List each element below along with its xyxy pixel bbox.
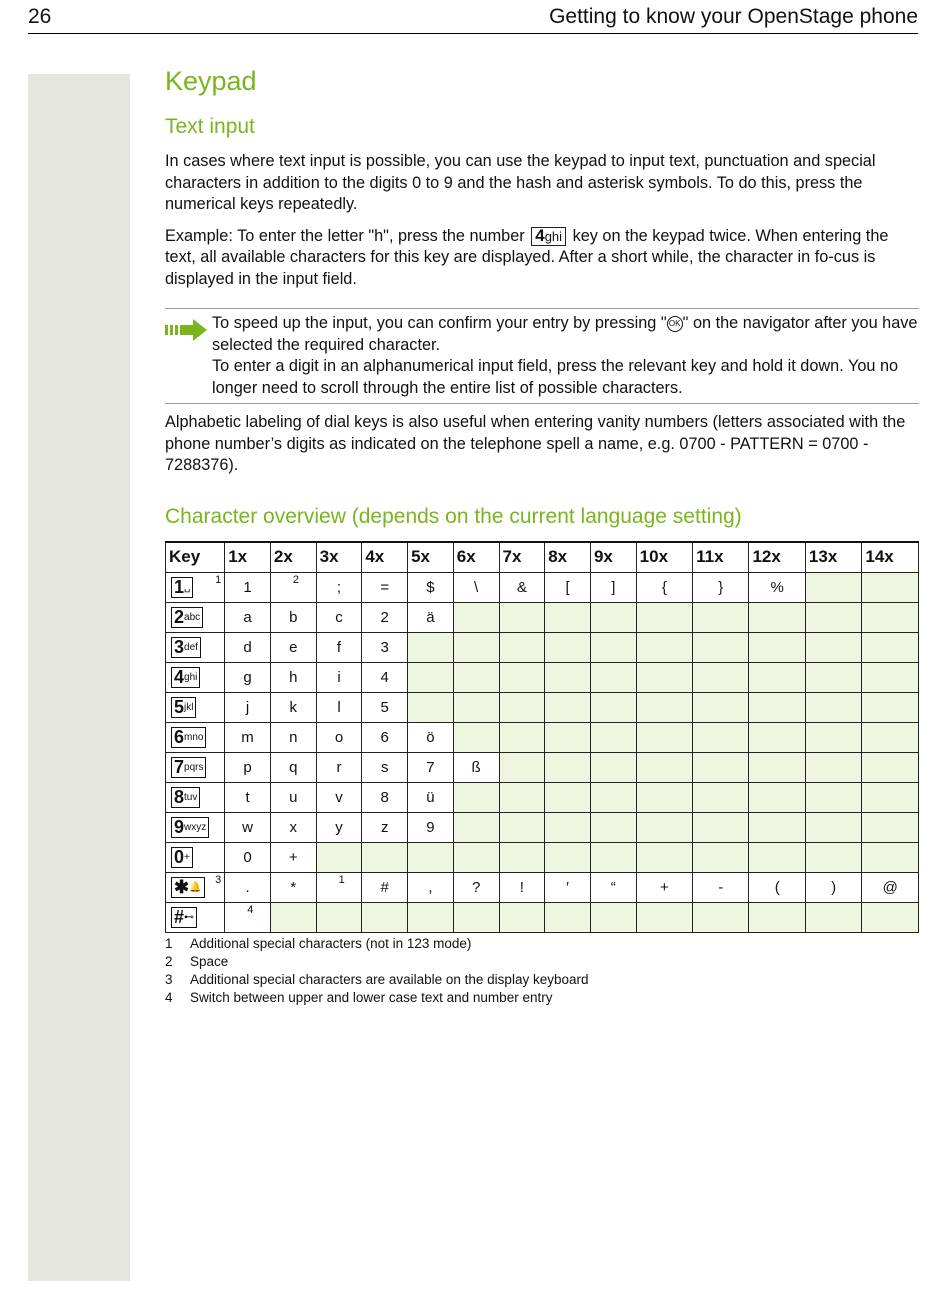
table-cell <box>749 752 805 782</box>
overview-title: Character overview (depends on the current language setting) <box>165 504 742 528</box>
table-cell <box>749 812 805 842</box>
table-cell <box>453 662 499 692</box>
table-header-cell: 6x <box>453 542 499 573</box>
table-cell <box>805 632 861 662</box>
table-cell <box>499 902 545 932</box>
table-cell <box>499 782 545 812</box>
table-header-cell: Key <box>166 542 225 573</box>
table-cell <box>862 752 919 782</box>
table-cell <box>362 902 408 932</box>
table-cell <box>805 692 861 722</box>
key-5-icon: 5jkl <box>171 697 196 718</box>
table-cell <box>545 842 591 872</box>
table-cell: @ <box>862 872 919 902</box>
table-cell <box>862 782 919 812</box>
table-cell: b <box>270 602 316 632</box>
table-cell: * <box>270 872 316 902</box>
table-cell <box>862 662 919 692</box>
table-cell: 5 <box>362 692 408 722</box>
paragraph-vanity: Alphabetic labeling of dial keys is also useful when entering vanity numbers (letters associated with the phone number’s digits as indicated on the telephone spell a name, e.g. 0700 - PATTERN = 0700 - 7288376). <box>165 413 906 474</box>
footnote-marker: 4 <box>247 903 254 916</box>
table-cell <box>749 722 805 752</box>
table-header-cell: 11x <box>693 542 749 573</box>
table-cell: “ <box>590 872 636 902</box>
table-cell: , <box>408 872 454 902</box>
table-cell: r <box>316 752 362 782</box>
table-row <box>166 782 919 812</box>
table-cell <box>749 602 805 632</box>
table-cell <box>862 722 919 752</box>
table-cell <box>499 752 545 782</box>
table-cell <box>636 692 692 722</box>
tip-text-1: To speed up the input, you can confirm your entry by pressing " OK " on the navigator after you have selected the required character. <box>212 314 918 354</box>
key-cell <box>166 842 225 872</box>
table-cell <box>636 782 692 812</box>
table-cell: e <box>270 632 316 662</box>
key-3-icon: 3def <box>171 637 201 658</box>
table-cell <box>862 602 919 632</box>
table-row <box>166 902 919 932</box>
table-cell: x <box>270 812 316 842</box>
table-cell <box>453 842 499 872</box>
running-header: Getting to know your OpenStage phone <box>549 5 918 28</box>
key-cell <box>166 902 225 932</box>
footnote-marker: 1 <box>338 873 345 886</box>
table-cell: + <box>636 872 692 902</box>
table-cell <box>225 902 271 932</box>
footnote-item <box>165 989 919 1007</box>
table-cell <box>453 722 499 752</box>
footnote-text: Space <box>190 953 229 969</box>
table-cell <box>862 842 919 872</box>
table-cell: j <box>225 692 271 722</box>
table-cell: w <box>225 812 271 842</box>
table-cell <box>590 782 636 812</box>
table-cell <box>749 662 805 692</box>
footnote-text: Additional special characters (not in 123 mode) <box>190 935 472 951</box>
table-cell <box>499 632 545 662</box>
table-cell <box>499 602 545 632</box>
table-cell: ? <box>453 872 499 902</box>
table-row <box>166 632 919 662</box>
table-cell <box>636 902 692 932</box>
table-cell: . <box>225 872 271 902</box>
table-header-cell: 10x <box>636 542 692 573</box>
table-row <box>166 872 919 902</box>
table-cell: h <box>270 662 316 692</box>
table-cell: ] <box>590 572 636 602</box>
table-cell <box>749 692 805 722</box>
table-cell <box>693 842 749 872</box>
table-cell <box>545 722 591 752</box>
key-cell <box>166 662 225 692</box>
table-cell <box>316 842 362 872</box>
table-cell <box>590 692 636 722</box>
arrow-right-icon <box>165 319 207 341</box>
table-cell: & <box>499 572 545 602</box>
table-row <box>166 692 919 722</box>
table-cell: ) <box>805 872 861 902</box>
table-cell <box>590 602 636 632</box>
table-cell: g <box>225 662 271 692</box>
table-header-cell: 4x <box>362 542 408 573</box>
table-row <box>166 812 919 842</box>
table-cell: $ <box>408 572 454 602</box>
section-title: Keypad <box>165 66 257 96</box>
table-cell: # <box>362 872 408 902</box>
key-4-icon: 4ghi <box>531 227 566 246</box>
footnote-marker: 2 <box>292 573 300 586</box>
table-cell: + <box>270 842 316 872</box>
table-header-cell: 2x <box>270 542 316 573</box>
table-row <box>166 842 919 872</box>
table-cell <box>693 602 749 632</box>
table-header-cell: 8x <box>545 542 591 573</box>
table-cell <box>805 722 861 752</box>
paragraph-intro: In cases where text input is possible, you can use the keypad to input text, punctuation and special characters in addition to the digits 0 to 9 and the hash and asterisk symbols. To do this, press the numerical keys repeatedly. <box>165 152 876 213</box>
header-rule <box>28 33 918 34</box>
table-cell: f <box>316 632 362 662</box>
table-cell <box>590 752 636 782</box>
table-cell <box>636 602 692 632</box>
table-header-cell: 7x <box>499 542 545 573</box>
table-cell <box>453 692 499 722</box>
tip-text-2: To enter a digit in an alphanumerical input field, press the relevant key and hold it down. You no longer need to scroll through the entire list of possible characters. <box>212 357 899 397</box>
table-cell <box>805 752 861 782</box>
footnote-number: 4 <box>165 989 173 1005</box>
table-cell <box>693 692 749 722</box>
table-cell: l <box>316 692 362 722</box>
table-cell: = <box>362 572 408 602</box>
table-cell <box>636 722 692 752</box>
page-number: 26 <box>28 5 52 28</box>
table-cell <box>590 662 636 692</box>
footnote-item <box>165 971 919 989</box>
table-cell: 6 <box>362 722 408 752</box>
table-cell: - <box>693 872 749 902</box>
table-row <box>166 602 919 632</box>
key-cell <box>166 602 225 632</box>
table-cell <box>636 842 692 872</box>
table-cell: ! <box>499 872 545 902</box>
table-cell: p <box>225 752 271 782</box>
table-cell: ß <box>453 752 499 782</box>
table-cell <box>693 662 749 692</box>
table-cell: n <box>270 722 316 752</box>
footnote-item <box>165 935 919 953</box>
table-header-cell: 5x <box>408 542 454 573</box>
table-cell <box>590 722 636 752</box>
table-cell <box>749 782 805 812</box>
table-cell <box>862 632 919 662</box>
sidebar-margin <box>28 74 130 1281</box>
table-cell: ; <box>316 572 362 602</box>
table-row <box>166 722 919 752</box>
table-cell <box>693 632 749 662</box>
table-cell: i <box>316 662 362 692</box>
table-cell: 2 <box>362 602 408 632</box>
table-cell <box>408 902 454 932</box>
table-cell: 4 <box>362 662 408 692</box>
table-row <box>166 752 919 782</box>
key-4-icon: 4ghi <box>171 667 200 688</box>
character-table <box>165 541 919 933</box>
table-cell <box>499 662 545 692</box>
table-cell <box>499 842 545 872</box>
table-cell <box>408 632 454 662</box>
table-cell <box>636 662 692 692</box>
table-cell <box>590 842 636 872</box>
table-row <box>166 572 919 602</box>
table-row <box>166 662 919 692</box>
table-cell <box>453 812 499 842</box>
table-cell <box>545 662 591 692</box>
table-cell: o <box>316 722 362 752</box>
example-text-a: Example: To enter the letter "h", press the number <box>165 226 530 245</box>
table-cell <box>453 632 499 662</box>
table-cell <box>270 902 316 932</box>
table-cell <box>693 812 749 842</box>
table-cell: [ <box>545 572 591 602</box>
table-cell: 7 <box>408 752 454 782</box>
table-cell: s <box>362 752 408 782</box>
table-cell <box>408 692 454 722</box>
table-cell <box>590 812 636 842</box>
key-6-icon: 6mno <box>171 727 206 748</box>
table-cell <box>636 812 692 842</box>
table-cell <box>805 902 861 932</box>
table-cell: 0 <box>225 842 271 872</box>
table-cell: z <box>362 812 408 842</box>
subsection-title: Text input <box>165 115 255 138</box>
table-cell <box>693 782 749 812</box>
table-cell <box>316 872 362 902</box>
table-cell: q <box>270 752 316 782</box>
table-cell <box>545 812 591 842</box>
table-cell <box>453 602 499 632</box>
table-cell <box>693 722 749 752</box>
table-cell <box>453 782 499 812</box>
table-header-cell: 1x <box>225 542 271 573</box>
table-cell: ü <box>408 782 454 812</box>
key-✱-icon: ✱🔔 <box>171 877 205 898</box>
table-cell <box>499 722 545 752</box>
table-cell <box>636 752 692 782</box>
key-cell <box>166 812 225 842</box>
table-cell <box>693 752 749 782</box>
table-cell: } <box>693 572 749 602</box>
table-cell <box>805 572 861 602</box>
table-cell <box>545 692 591 722</box>
footnote-item <box>165 953 919 971</box>
table-cell: 8 <box>362 782 408 812</box>
key-cell <box>166 632 225 662</box>
table-cell <box>408 662 454 692</box>
table-cell <box>270 572 316 602</box>
table-cell <box>805 602 861 632</box>
table-cell <box>749 632 805 662</box>
key-7-icon: 7pqrs <box>171 757 206 778</box>
table-cell <box>862 692 919 722</box>
table-cell <box>805 812 861 842</box>
key-2-icon: 2abc <box>171 607 203 628</box>
table-cell: y <box>316 812 362 842</box>
table-cell <box>453 902 499 932</box>
table-cell: \ <box>453 572 499 602</box>
table-cell <box>590 902 636 932</box>
table-cell: t <box>225 782 271 812</box>
table-header-row <box>166 542 919 573</box>
table-cell <box>499 692 545 722</box>
table-cell <box>805 782 861 812</box>
key-cell <box>166 572 225 602</box>
footnote-text: Switch between upper and lower case text and number entry <box>190 989 553 1005</box>
table-cell: ö <box>408 722 454 752</box>
table-cell: a <box>225 602 271 632</box>
table-header-cell: 14x <box>862 542 919 573</box>
table-cell <box>316 902 362 932</box>
ok-icon: OK <box>667 316 683 332</box>
table-cell: 3 <box>362 632 408 662</box>
table-cell: k <box>270 692 316 722</box>
footnote-number: 1 <box>165 935 173 951</box>
table-cell <box>545 902 591 932</box>
table-cell: ′ <box>545 872 591 902</box>
table-cell <box>749 902 805 932</box>
table-cell <box>862 572 919 602</box>
table-header-cell: 3x <box>316 542 362 573</box>
table-cell <box>408 842 454 872</box>
paragraph-example <box>165 226 919 291</box>
table-cell: 9 <box>408 812 454 842</box>
table-cell <box>636 632 692 662</box>
table-cell <box>805 662 861 692</box>
footnote-number: 2 <box>165 953 173 969</box>
main-content <box>165 66 919 1007</box>
table-cell <box>545 632 591 662</box>
table-cell: m <box>225 722 271 752</box>
table-cell <box>749 842 805 872</box>
table-cell: c <box>316 602 362 632</box>
footnotes <box>165 935 919 1007</box>
table-cell: d <box>225 632 271 662</box>
table-cell <box>545 782 591 812</box>
table-header-cell: 9x <box>590 542 636 573</box>
example-text-b: key on the keypad twice. When entering the text, all available characters for this key are displayed. After a short while, the character in fo-cus is displayed in the input field. <box>165 226 889 288</box>
table-cell <box>499 812 545 842</box>
table-cell <box>862 812 919 842</box>
key-cell <box>166 692 225 722</box>
key-0-icon: 0+ <box>171 847 193 868</box>
tip-note <box>165 308 919 404</box>
table-cell <box>545 602 591 632</box>
table-cell: ( <box>749 872 805 902</box>
table-cell: u <box>270 782 316 812</box>
table-cell <box>805 842 861 872</box>
key-8-icon: 8tuv <box>171 787 200 808</box>
key-1-icon: 1␣ <box>171 577 193 598</box>
table-header-cell: 12x <box>749 542 805 573</box>
key-cell <box>166 782 225 812</box>
table-cell <box>545 752 591 782</box>
table-cell <box>693 902 749 932</box>
table-cell: { <box>636 572 692 602</box>
table-cell <box>362 842 408 872</box>
table-cell: ä <box>408 602 454 632</box>
footnote-marker: 3 <box>215 873 222 886</box>
table-header-cell: 13x <box>805 542 861 573</box>
footnote-marker: 1 <box>215 573 222 586</box>
key-cell <box>166 872 225 902</box>
footnote-number: 3 <box>165 971 173 987</box>
table-cell: 1 <box>225 572 271 602</box>
table-cell <box>862 902 919 932</box>
key-#-icon: #⊷ <box>171 907 197 928</box>
key-cell <box>166 722 225 752</box>
footnote-text: Additional special characters are available on the display keyboard <box>190 971 589 987</box>
key-9-icon: 9wxyz <box>171 817 209 838</box>
table-cell: % <box>749 572 805 602</box>
key-cell <box>166 752 225 782</box>
table-cell: v <box>316 782 362 812</box>
table-cell <box>590 632 636 662</box>
